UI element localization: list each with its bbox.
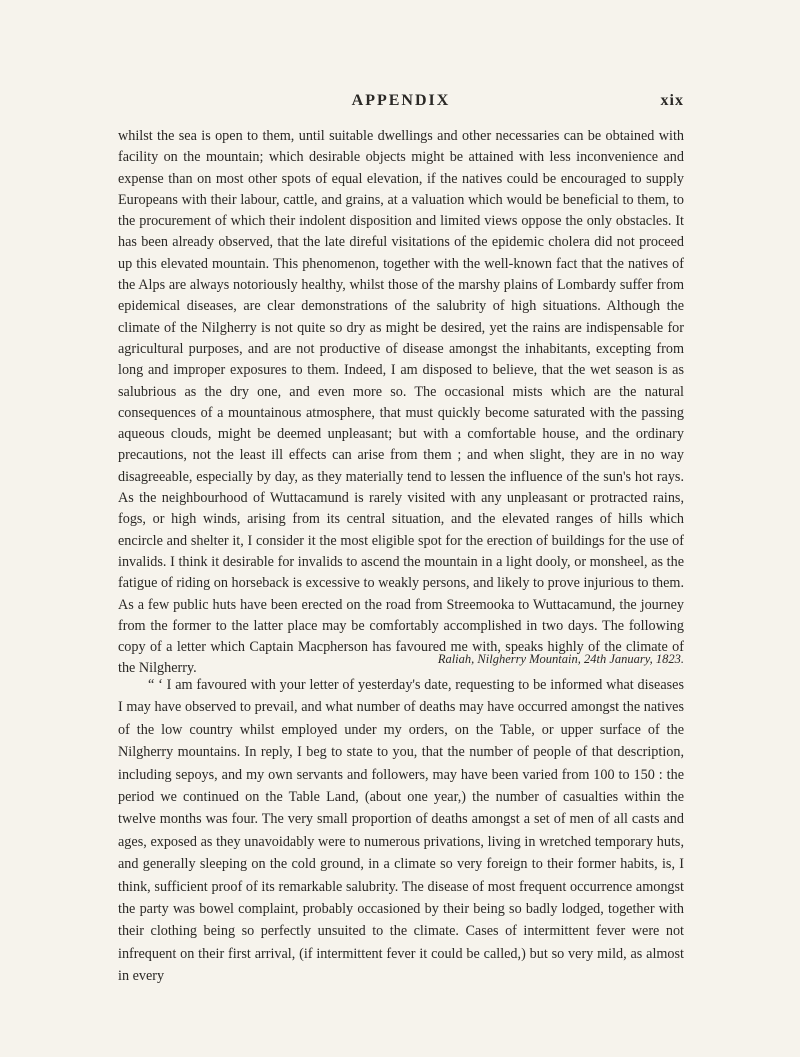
letter-dateline: Raliah, Nilgherry Mountain, 24th January, 1823. (437, 652, 684, 666)
letter-paragraph: “ ‘ I am favoured with your letter of yesterday's date, requesting to be informed what diseases I may have observed to prevail, and what number of deaths may have occurred amongst the natives of the low country whilst employed under my orders, on the Table, or upper surface of the Nilgherry mountains. In reply, I beg to state to you, that the number of people of that description, including sepoys, and my own servants and followers, may have been varied from 100 to 150 : the period we continued on the Table Land, (about one year,) the number of casualties within the twelve months was four. The very small proportion of deaths amongst a set of men of all casts and ages, exposed as they unavoidably were to numerous privations, living in wretched temporary huts, and generally sleeping on the cold ground, in a climate so very foreign to their former habits, is, I think, sufficient proof of its remarkable salubrity. The disease of most frequent occurrence amongst the party was bowel complaint, probably occasioned by their being so badly lodged, together with their clothing being so perfectly unsuited to the climate. Cases of intermittent fever were not infrequent on their first arrival, (if intermittent fever it could be called,) but so very mild, as almost in every (118, 677, 684, 985)
body-text (118, 126, 684, 680)
page-number: xix (660, 92, 684, 109)
page-title: APPENDIX (351, 92, 451, 109)
quoted-letter (118, 674, 684, 988)
running-head (118, 92, 684, 114)
main-paragraph: whilst the sea is open to them, until suitable dwellings and other necessaries can be obtained with facility on the mountain; which desirable objects might be attained with less inconvenience and expense than on most other spots of equal elevation, if the natives could be encouraged to supply Europeans with their labour, cattle, and grains, at a valuation which would be beneficial to them, to the procurement of which their indolent disposition and limited views oppose the only obstacles. It has been already observed, that the late direful visitations of the epidemic cholera did not proceed up this elevated mountain. This phenomenon, together with the well-known fact that the natives of the Alps are always notoriously healthy, whilst those of the marshy plains of Lombardy suffer from epidemical diseases, are clear demonstrations of the salubrity of high situations. Although the climate of the Nilgherry is not quite so dry as might be desired, yet the rains are indispensable for agricultural purposes, and are not productive of disease amongst the inhabitants, excepting from long and improper exposures to them. Indeed, I am disposed to believe, that the wet season is as salubrious as the dry one, and even more so. The occasional mists which are the natural consequences of a mountainous atmosphere, that must quickly become saturated with the passing aqueous clouds, might be deemed unpleasant; but with a comfortable house, and the ordinary precautions, not the least ill effects can arise from them ; and when slight, they are in no way disagreeable, especially by day, as they materially tend to lessen the influence of the sun's hot rays. As the neighbourhood of Wuttacamund is rarely visited with any unpleasant or protracted rains, fogs, or high winds, arising from its central situation, and the elevated ranges of hills which encircle and shelter it, I consider it the most eligible spot for the erection of buildings for the use of invalids. I think it desirable for invalids to ascend the mountain in a light dooly, or monsheel, as the fatigue of riding on horseback is excessive to weakly persons, and likely to prove injurious to them. As a few public huts have been erected on the road from Streemooka to Wuttacamund, the journey from the former to the latter place may be comfortably accomplished in two days. The following copy of a letter which Captain Macpherson has favoured me with, speaks highly of the climate of the Nilgherry. (118, 128, 684, 677)
